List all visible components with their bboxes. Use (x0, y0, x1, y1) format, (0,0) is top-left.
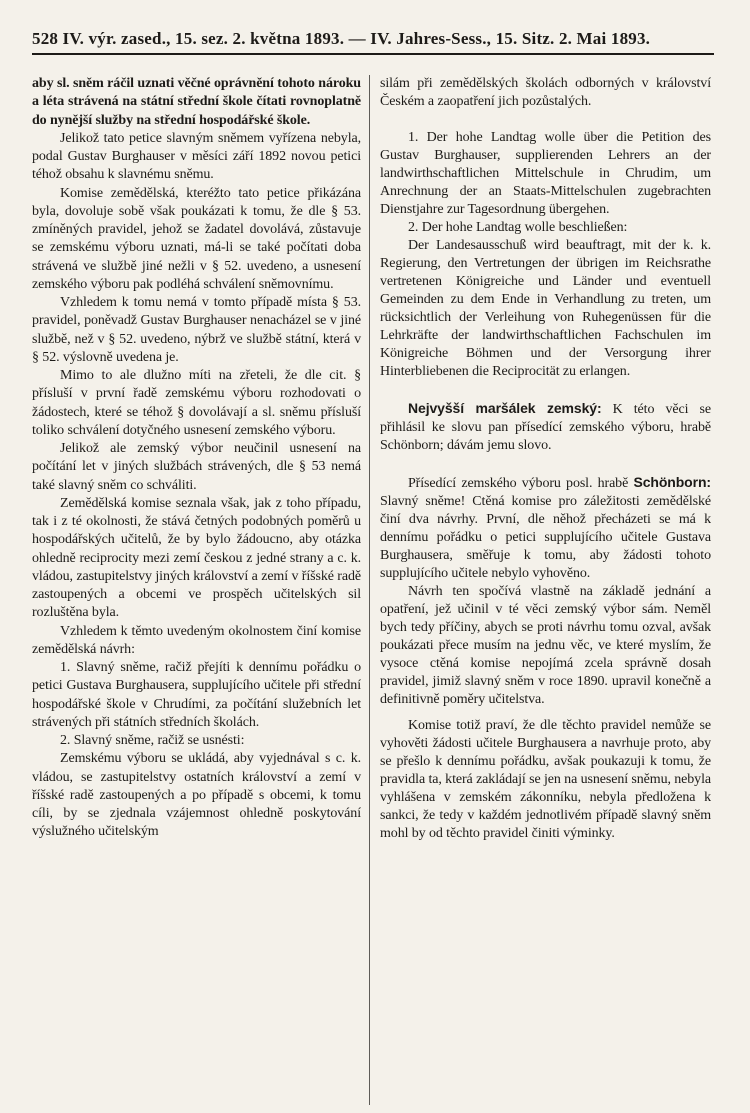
motion-item: 1. Slavný sněme, račiž přejíti k dennímu pořádku o petici Gustava Burghausera, supplujícího učitele při střední hospodářské škole v Chrudími, za počítání služebních let strávených při státních středních školách. (32, 660, 361, 730)
paragraph: Návrh ten spočívá vlastně na základě jednání a opatření, jež učinil v té věci zemský výbor sám. Neměl bych tedy příčiny, abych se proti návrhu tomu ozval, avšak poukázati přece musím na jednu věc, ve které myslím, že vysoce ctěná komise nepojímá zcela správně dosah pravidel, jimiž slavný sněm v roce 1890. upravil konečně a definitivně poměry učitelstva. (380, 584, 711, 707)
paragraph: Mimo to ale dlužno míti na zřeteli, že dle cit. § přísluší v první řadě zemskému výboru rozhodovati o žádostech, které se téhož § dovolávají a sl. sněmu přísluší toliko schválení dotyčného usnesení zemského výboru. (32, 368, 361, 438)
paragraph: Komise totiž praví, že dle těchto pravidel nemůže se vyhověti žádosti učitele Burghausera a navrhuje proto, aby se přešlo k dennímu pořádku, avšak poukazuji k tomu, že pravidla ta, která zakládají se jen na usnesení sněmu, nebyla vyhlášena v zemském zákonníku, nebyla předložena k sankci, že tedy v každém jednotlivém případě slavný sněm mohl by od těchto pravidel činiti výminky. (380, 718, 711, 841)
paragraph: Jelikož tato petice slavným sněmem vyřízena nebyla, podal Gustav Burghauser v měsíci září 1892 novou petici téhož obsahu k slavnému sněmu. (32, 130, 361, 183)
page-header: 528 IV. výr. zased., 15. sez. 2. května 1893. — IV. Jahres-Sess., 15. Sitz. 2. Mai 1893. (32, 28, 714, 55)
left-column (32, 75, 367, 1105)
speech-paragraph (380, 399, 711, 455)
paragraph: Zemskému výboru se ukládá, aby vyjednával s c. k. vládou, se zastupitelstvy ostatních království a zemí v říšské radě zastoupených a po případě s obcemi, k tomu cíli, by se zjednala vzájemnost ohledně poskytování výslužného učitelským (32, 751, 361, 840)
speaker-intro: Přísedící zemského výboru posl. hrabě (408, 476, 629, 491)
paragraph: Vzhledem k těmto uvedeným okolnostem činí komise zemědělská návrh: (32, 623, 361, 657)
speech-text: K této věci se přihlásil ke slovu pan přísedící zemského výboru, hrabě Schönborn; dávám jemu slovo. (380, 402, 711, 453)
paragraph-continuation: silám při zemědělských školách odborných v království Českém a zaopatření jich pozůstalých. (380, 76, 711, 109)
paragraph: Komise zemědělská, kteréžto tato petice přikázána byla, dovoluje sobě však poukázati k tomu, že dle § 53. zmíněných pravidel, jehož se žadatel dovolává, zůstavuje se zemskému výboru uznati, má-li se také počítati doba strávená ve službě jiné nežli v § 52. uvedeno, a usnesení zemského výboru pak podléhá schválení sněmovnímu. (32, 185, 361, 292)
paragraph: aby sl. sněm ráčil uznati věčné oprávnění tohoto nároku a léta strávená na státní střední škole čítati rovnoplatně do nynější služby na střední hospodářské škole. (32, 76, 361, 128)
german-motion-item: Der Landesausschuß wird beauftragt, mit der k. k. Regierung, den Vertretungen der übrigen im Reichsrathe vertretenen Königreiche und Länder und eventuell Gemeinden zu dem Ende in Verhandlung zu treten, um rücksichtlich der Verleihung von Ruhegenüssen für die Lehrkräfte der landwirthschaftlichen Fachschulen im Königreiche Böhmen und der Versorgung ihrer Hinterbliebenen die Reciprocität zu erlangen. (380, 238, 711, 379)
paragraph: Jelikož ale zemský výbor neučinil usnesení na počítání let v jiných službách strávených, dle § 53 nemá také slavný sněm co schváliti. (32, 441, 361, 493)
motion-item: 2. Slavný sněme, račiž se usnésti: (60, 733, 245, 748)
speaker-name: Nejvyšší maršálek zemský: (408, 400, 602, 416)
german-motion-item: 2. Der hohe Landtag wolle beschließen: (408, 220, 628, 235)
paragraph: Vzhledem k tomu nemá v tomto případě místa § 53. pravidel, poněvadž Gustav Burghauser nenacházel se v jiné službě, než v § 52. uvedeno, nýbrž ve službě státní, která v § 52. výslovně uvedena je. (32, 295, 361, 365)
speech-paragraph (380, 473, 711, 583)
right-column (378, 75, 711, 1105)
column-divider (369, 75, 370, 1105)
paragraph: Zemědělská komise seznala však, jak z toho případu, tak i z té okolnosti, že stává četných podobných poměrů u hospodářských učitelů, že by bylo žádoucno, aby otázka ohledně reciprocity mezi zemí českou z jedné strany a c. k. vládou, zastupitelstvy jiných království a zemí v říšské radě zastoupených a obcemi ve prospěch učitelských sil rozluštěna byla. (32, 495, 361, 621)
speech-text: Slavný sněme! Ctěná komise pro záležitosti zemědělské činí dva návrhy. První, dle něhož přecházeti se má k dennímu pořádku o petici supplujícího učitele Gustava Burghausera, směřuje k tomu, aby žádosti tohoto supplujícího učitele nebylo vyhověno. (380, 494, 711, 581)
german-motion-item: 1. Der hohe Landtag wolle über die Petition des Gustav Burghauser, supplierenden Lehrers an der landwirthschaftlichen Mittelschule in Chrudim, um Anrechnung der an Staats-Mittelschulen zugebrachten Dienstjahre zur Tagesordnung übergehen. (380, 130, 711, 217)
two-column-body (32, 75, 714, 1105)
speaker-name: Schönborn: (633, 474, 711, 490)
